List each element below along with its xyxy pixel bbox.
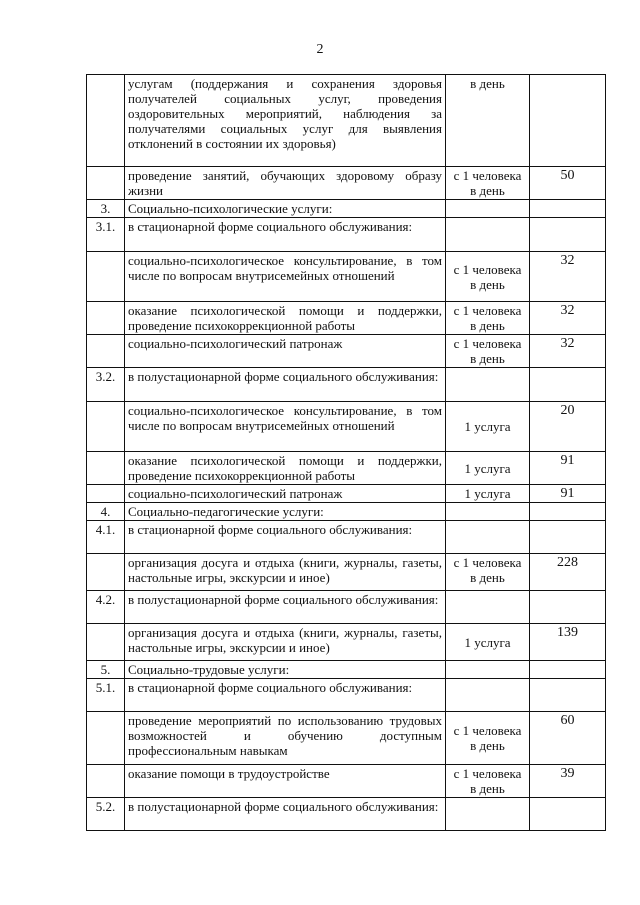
- services-table: [86, 74, 606, 831]
- row-number: [87, 402, 125, 452]
- service-unit: 1 услуга: [446, 402, 530, 452]
- service-value: [530, 798, 606, 831]
- service-unit: [446, 503, 530, 521]
- table-row: [87, 75, 606, 167]
- service-value: 60: [530, 712, 606, 765]
- service-description: оказание психологической помощи и поддержки, проведение психокоррекционной работы: [125, 452, 446, 485]
- service-description: организация досуга и отдыха (книги, журналы, газеты, настольные игры, экскурсии и иное): [125, 554, 446, 591]
- service-unit: с 1 человека в день: [446, 554, 530, 591]
- service-unit: с 1 человека в день: [446, 252, 530, 302]
- service-description: услугам (поддержания и сохранения здоровья получателей социальных услуг, проведения оздоровительных мероприятий, наблюдения за получателями социальных услуг для выявления отклонений в состоянии их здоровья): [125, 75, 446, 167]
- table-row: [87, 661, 606, 679]
- service-unit: [446, 368, 530, 402]
- service-value: [530, 591, 606, 624]
- service-unit: [446, 218, 530, 252]
- row-number: 5.: [87, 661, 125, 679]
- row-number: [87, 485, 125, 503]
- service-unit: [446, 200, 530, 218]
- service-unit: [446, 521, 530, 554]
- row-number: [87, 765, 125, 798]
- row-number: 4.2.: [87, 591, 125, 624]
- row-number: [87, 712, 125, 765]
- row-number: 5.2.: [87, 798, 125, 831]
- row-number: [87, 302, 125, 335]
- service-unit: [446, 661, 530, 679]
- table-row: [87, 624, 606, 661]
- service-value: 39: [530, 765, 606, 798]
- service-unit: [446, 679, 530, 712]
- table-row: [87, 485, 606, 503]
- service-unit: 1 услуга: [446, 624, 530, 661]
- service-description: социально-психологическое консультирование, в том числе по вопросам внутрисемейных отношений: [125, 402, 446, 452]
- service-value: 139: [530, 624, 606, 661]
- table-row: [87, 521, 606, 554]
- service-value: 50: [530, 167, 606, 200]
- service-value: 32: [530, 302, 606, 335]
- service-description: Социально-психологические услуги:: [125, 200, 446, 218]
- service-description: в стационарной форме социального обслуживания:: [125, 679, 446, 712]
- service-value: [530, 75, 606, 167]
- table-row: [87, 712, 606, 765]
- table-row: [87, 218, 606, 252]
- table-row: [87, 402, 606, 452]
- service-unit: 1 услуга: [446, 452, 530, 485]
- row-number: [87, 624, 125, 661]
- service-description: социально-психологический патронаж: [125, 335, 446, 368]
- service-unit: [446, 591, 530, 624]
- service-value: [530, 661, 606, 679]
- service-unit: с 1 человека в день: [446, 712, 530, 765]
- service-description: в стационарной форме социального обслуживания:: [125, 218, 446, 252]
- service-value: 91: [530, 485, 606, 503]
- service-description: в полустационарной форме социального обслуживания:: [125, 591, 446, 624]
- service-description: Социально-педагогические услуги:: [125, 503, 446, 521]
- row-number: 4.: [87, 503, 125, 521]
- table-row: [87, 554, 606, 591]
- table-row: [87, 798, 606, 831]
- row-number: 5.1.: [87, 679, 125, 712]
- service-value: [530, 200, 606, 218]
- service-unit: с 1 человека в день: [446, 765, 530, 798]
- row-number: 4.1.: [87, 521, 125, 554]
- service-description: проведение занятий, обучающих здоровому образу жизни: [125, 167, 446, 200]
- service-unit: в день: [446, 75, 530, 167]
- service-unit: с 1 человека в день: [446, 335, 530, 368]
- service-unit: с 1 человека в день: [446, 167, 530, 200]
- row-number: [87, 75, 125, 167]
- row-number: 3.2.: [87, 368, 125, 402]
- service-description: проведение мероприятий по использованию трудовых возможностей и обучению доступным профессиональным навыкам: [125, 712, 446, 765]
- service-description: в стационарной форме социального обслуживания:: [125, 521, 446, 554]
- service-value: [530, 521, 606, 554]
- row-number: [87, 167, 125, 200]
- table-row: [87, 452, 606, 485]
- service-value: 228: [530, 554, 606, 591]
- service-description: Социально-трудовые услуги:: [125, 661, 446, 679]
- table-row: [87, 252, 606, 302]
- service-value: [530, 503, 606, 521]
- table-row: [87, 679, 606, 712]
- service-unit: [446, 798, 530, 831]
- service-unit: с 1 человека в день: [446, 302, 530, 335]
- service-description: в полустационарной форме социального обслуживания:: [125, 798, 446, 831]
- service-description: оказание помощи в трудоустройстве: [125, 765, 446, 798]
- service-description: оказание психологической помощи и поддержки, проведение психокоррекционной работы: [125, 302, 446, 335]
- service-value: 32: [530, 335, 606, 368]
- service-description: в полустационарной форме социального обслуживания:: [125, 368, 446, 402]
- service-value: 32: [530, 252, 606, 302]
- table-row: [87, 335, 606, 368]
- row-number: [87, 554, 125, 591]
- service-value: [530, 679, 606, 712]
- table-row: [87, 503, 606, 521]
- service-description: организация досуга и отдыха (книги, журналы, газеты, настольные игры, экскурсии и иное): [125, 624, 446, 661]
- service-description: социально-психологический патронаж: [125, 485, 446, 503]
- row-number: [87, 452, 125, 485]
- table-row: [87, 302, 606, 335]
- row-number: 3.1.: [87, 218, 125, 252]
- service-unit: 1 услуга: [446, 485, 530, 503]
- row-number: [87, 252, 125, 302]
- service-value: 91: [530, 452, 606, 485]
- service-value: [530, 368, 606, 402]
- table-row: [87, 167, 606, 200]
- row-number: [87, 335, 125, 368]
- table-row: [87, 368, 606, 402]
- service-value: 20: [530, 402, 606, 452]
- service-description: социально-психологическое консультирование, в том числе по вопросам внутрисемейных отношений: [125, 252, 446, 302]
- table-row: [87, 765, 606, 798]
- table-row: [87, 200, 606, 218]
- page-number: 2: [316, 42, 324, 57]
- table-row: [87, 591, 606, 624]
- service-value: [530, 218, 606, 252]
- row-number: 3.: [87, 200, 125, 218]
